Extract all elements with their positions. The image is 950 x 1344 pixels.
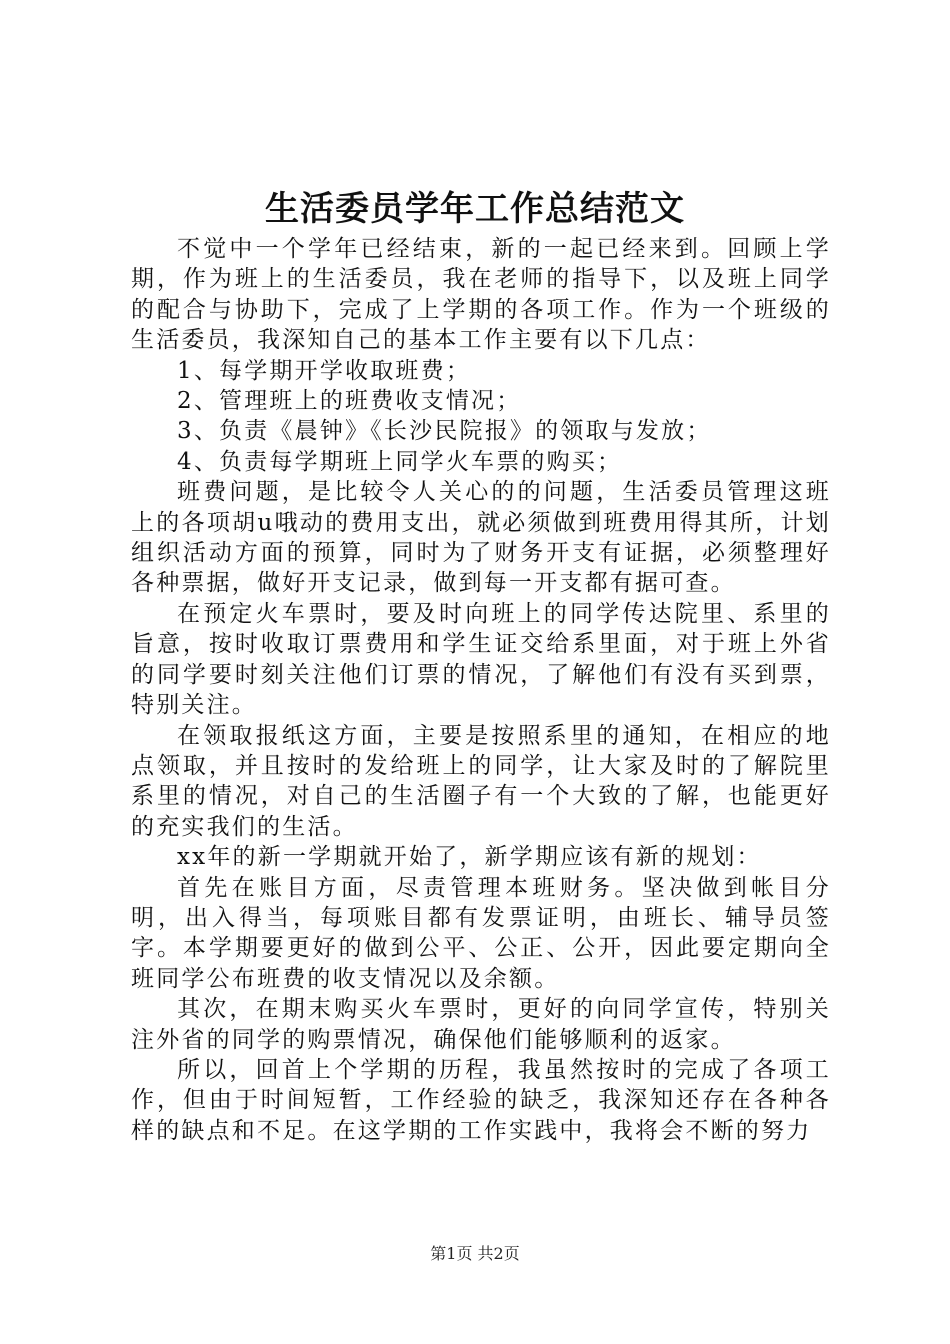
list-item: 1、每学期开学收取班费；: [177, 357, 472, 384]
paragraph: 首先在账目方面，尽责管理本班财务。坚决做到帐目分明，出入得当，每项账目都有发票证明，由班长、辅导员签字。本学期要更好的做到公平、公正、公开，因此要定期向全班同学公布班费的收支情况以及余额。: [131, 874, 831, 992]
paragraph: 所以，回首上个学期的历程，我虽然按时的完成了各项工作，但由于时间短暂，工作经验的缺乏，我深知还存在各种各样的缺点和不足。在这学期的工作实践中，我将会不断的努力: [131, 1056, 831, 1144]
list-item: 2、管理班上的班费收支情况；: [177, 388, 522, 415]
paragraph: 不觉中一个学年已经结束，新的一起已经来到。回顾上学期，作为班上的生活委员，我在老师的指导下，以及班上同学的配合与协助下，完成了上学期的各项工作。作为一个班级的生活委员，我深知自己的基本工作主要有以下几点：: [131, 236, 831, 354]
paragraph: 其次，在期末购买火车票时，更好的向同学宣传，特别关注外省的同学的购票情况，确保他们能够顺利的返家。: [131, 996, 831, 1053]
list-item: 4、负责每学期班上同学火车票的购买；: [177, 448, 623, 475]
paragraph: 在预定火车票时，要及时向班上的同学传达院里、系里的旨意，按时收取订票费用和学生证交给系里面，对于班上外省的同学要时刻关注他们订票的情况，了解他们有没有买到票，特别关注。: [131, 600, 831, 719]
paragraph: 班费问题，是比较令人关心的的问题，生活委员管理这班上的各项胡u哦动的费用支出，就必须做到班费用得其所，计划组织活动方面的预算，同时为了财务开支有证据，必须整理好各种票据，做好开支记录，做到每一开支都有据可查。: [131, 479, 831, 597]
paragraph: 在领取报纸这方面，主要是按照系里的通知，在相应的地点领取，并且按时的发给班上的同学，让大家及时的了解院里系里的情况，对自己的生活圈子有一个大致的了解，也能更好的充实我们的生活。: [131, 722, 831, 840]
document-title: 生活委员学年工作总结范文: [265, 189, 685, 229]
paragraph: xx年的新一学期就开始了，新学期应该有新的规划：: [177, 844, 762, 871]
list-item: 3、负责《晨钟》《长沙民院报》的领取与发放；: [177, 418, 712, 445]
document-body: [131, 234, 831, 1146]
page-footer: 第1页 共2页: [430, 1244, 520, 1263]
